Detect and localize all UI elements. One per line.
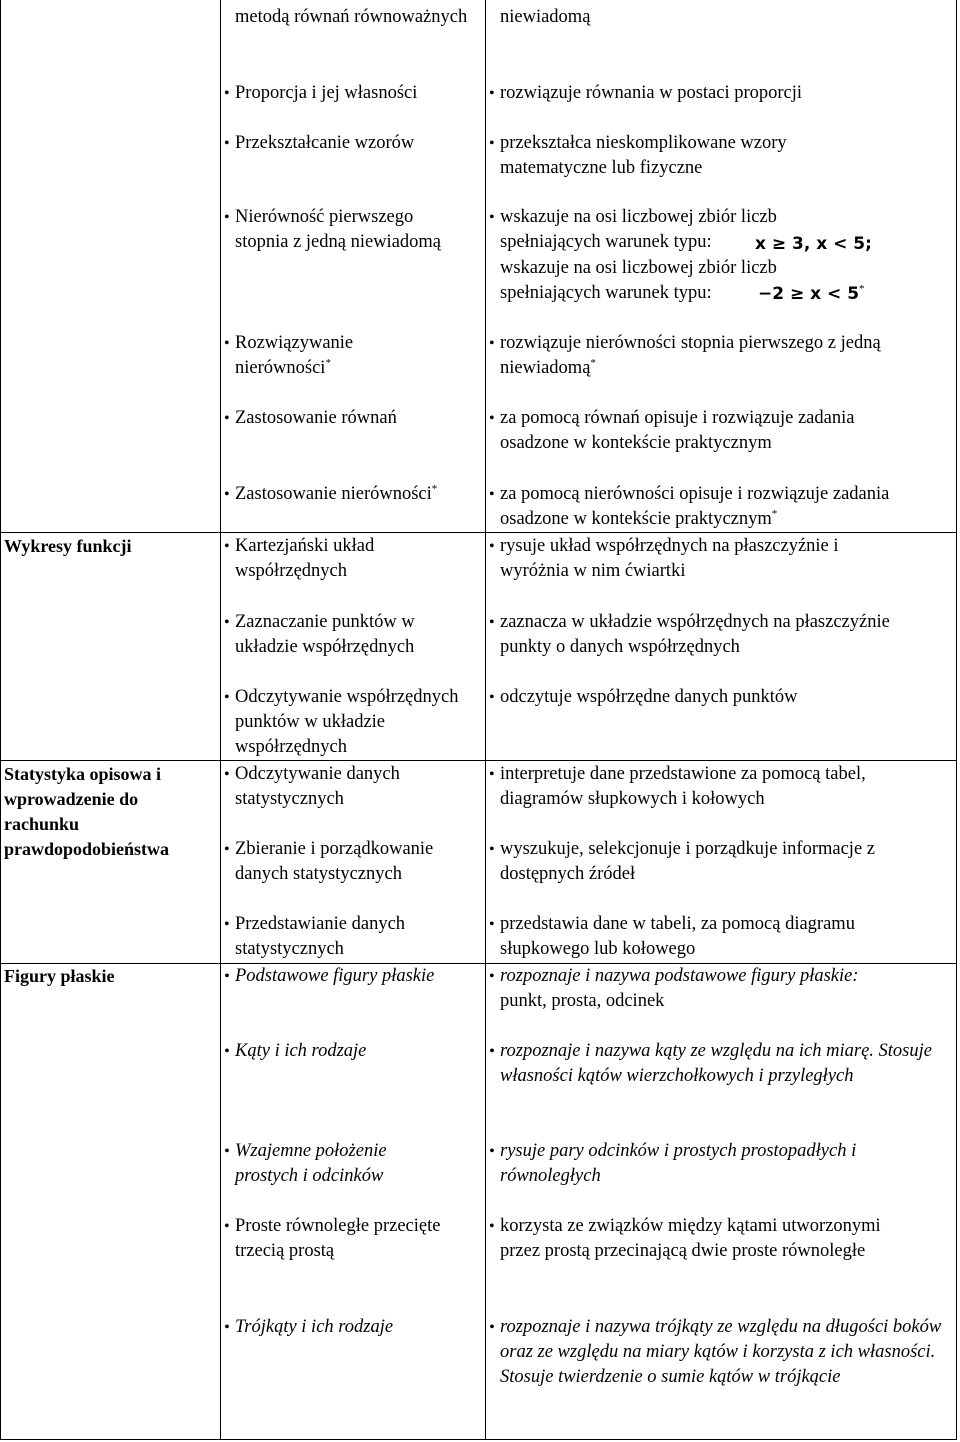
req-wyszukuje-informacje: • wyszukuje, selekcjonuje i porządkuje informacje z dostępnych źródeł bbox=[489, 839, 875, 884]
topic-zastosowanie-nierownosci: • Zastosowanie nierówności* bbox=[222, 482, 484, 507]
req-wzory: • przekształca nieskomplikowane wzory matematyczne lub fizyczne bbox=[489, 133, 787, 178]
topic-zaznaczanie-punktow: • Zaznaczanie punktów w układzie współrzędnych bbox=[224, 612, 415, 657]
bullet-marker: • bbox=[224, 841, 230, 858]
topic-kartezjanski-uklad: • Kartezjański układ współrzędnych bbox=[224, 536, 375, 581]
bullet-marker: • bbox=[489, 841, 495, 858]
topic-proste-rownolegle: • Proste równoległe przecięte trzecią prostą bbox=[224, 1216, 441, 1261]
bullet-marker: • bbox=[489, 1043, 495, 1060]
topic-podstawowe-figury: • Podstawowe figury płaskie bbox=[222, 964, 484, 989]
bullet-marker: • bbox=[489, 538, 495, 555]
category-statystyka: Statystyka opisowa i wprowadzenie do rachunku prawdopodobieństwa bbox=[4, 764, 170, 859]
req-os-liczbowa-2: wskazuje na osi liczbowej zbiór liczb spełniających warunek typu: bbox=[500, 258, 777, 303]
asterisk-note: * bbox=[859, 282, 865, 295]
bullet-marker: • bbox=[224, 1319, 230, 1336]
bullet-marker: • bbox=[224, 614, 230, 631]
bullet-marker: • bbox=[224, 968, 230, 985]
bullet-marker: • bbox=[489, 486, 495, 503]
req-os-liczbowa-1: • wskazuje na osi liczbowej zbiór liczb spełniających warunek typu: bbox=[489, 207, 777, 252]
req-uklad-wspolrzednych: • rysuje układ współrzędnych na płaszczyźnie i wyróżnia w nim ćwiartki bbox=[489, 536, 839, 581]
bullet-marker: • bbox=[224, 135, 230, 152]
bullet-marker: • bbox=[489, 410, 495, 427]
category-wykresy-funkcji: Wykresy funkcji bbox=[4, 536, 132, 556]
bullet-marker: • bbox=[224, 916, 230, 933]
column-divider-1 bbox=[220, 0, 221, 1440]
asterisk-note: * bbox=[431, 482, 438, 495]
topic-katy: • Kąty i ich rodzaje bbox=[222, 1039, 484, 1064]
asterisk-note: * bbox=[590, 356, 596, 369]
topic-przeksztalcanie-wzorow: • Przekształcanie wzorów bbox=[222, 131, 484, 156]
topic-trojkaty: • Trójkąty i ich rodzaje bbox=[222, 1315, 484, 1340]
bullet-marker: • bbox=[224, 689, 230, 706]
bullet-marker: • bbox=[489, 1319, 495, 1336]
table-border-left bbox=[0, 0, 1, 1440]
bullet-marker: • bbox=[224, 85, 230, 102]
bullet-marker: • bbox=[489, 1143, 495, 1160]
req-figury-plaskie: • rozpoznaje i nazywa podstawowe figury płaskie: punkt, prosta, odcinek bbox=[489, 966, 859, 1011]
topic-zbieranie-danych: • Zbieranie i porządkowanie danych statystycznych bbox=[224, 839, 434, 884]
topic-proporcja: • Proporcja i jej własności bbox=[222, 81, 484, 106]
bullet-marker: • bbox=[489, 766, 495, 783]
bullet-marker: • bbox=[489, 209, 495, 226]
req-math-inequality-2: −2 ≥ x < 5* bbox=[758, 282, 865, 304]
req-interpretuje-dane: • interpretuje dane przedstawione za pomocą tabel, diagramów słupkowych i kołowych bbox=[489, 764, 866, 809]
req-zwiazki-katow: • korzysta ze związków między kątami utworzonymi przez prostą przecinającą dwie proste równoległe bbox=[489, 1216, 881, 1261]
req-odczytuje-wspolrzedne: • odczytuje współrzędne danych punktów bbox=[487, 685, 953, 710]
topic-przedstawianie-danych: • Przedstawianie danych statystycznych bbox=[224, 914, 406, 959]
category-figury-plaskie: Figury płaskie bbox=[4, 966, 115, 986]
row-divider-statystyka bbox=[0, 760, 957, 761]
column-divider-2 bbox=[485, 0, 486, 1440]
req-nierownosci: • rozwiązuje nierówności stopnia pierwszego z jedną niewiadomą* bbox=[489, 333, 881, 378]
req-zastosowanie-rownan: • za pomocą równań opisuje i rozwiązuje zadania osadzone w kontekście praktycznym bbox=[489, 408, 855, 453]
bullet-marker: • bbox=[224, 335, 230, 352]
bullet-marker: • bbox=[224, 1043, 230, 1060]
bullet-marker: • bbox=[224, 486, 230, 503]
req-zaznacza-punkty: • zaznacza w układzie współrzędnych na płaszczyźnie punkty o danych współrzędnych bbox=[489, 612, 890, 657]
bullet-marker: • bbox=[489, 1218, 495, 1235]
bullet-marker: • bbox=[224, 410, 230, 427]
bullet-marker: • bbox=[489, 135, 495, 152]
topic-rozwiazywanie-nierownosci: • Rozwiązywanie nierówności* bbox=[224, 333, 354, 378]
bullet-marker: • bbox=[224, 1218, 230, 1235]
req-katy: • rozpoznaje i nazywa kąty ze względu na ich miarę. Stosuje własności kątów wierzchołkowych i przyległych bbox=[489, 1041, 932, 1086]
req-math-inequality-1: x ≥ 3, x < 5; bbox=[755, 234, 872, 254]
req-niewiadoma: niewiadomą bbox=[500, 7, 591, 27]
topic-nierownosc-pierwszego-stopnia: • Nierówność pierwszego stopnia z jedną niewiadomą bbox=[224, 207, 442, 252]
bullet-marker: • bbox=[489, 614, 495, 631]
topic-metoda-rownan: metodą równań równoważnych bbox=[235, 7, 468, 27]
bullet-marker: • bbox=[224, 1143, 230, 1160]
topic-zastosowanie-rownan: • Zastosowanie równań bbox=[222, 406, 484, 431]
row-divider-wykresy bbox=[0, 532, 957, 533]
asterisk-note: * bbox=[325, 356, 331, 369]
req-proporcje: • rozwiązuje równania w postaci proporcji bbox=[487, 81, 953, 106]
bullet-marker: • bbox=[224, 209, 230, 226]
req-zastosowanie-nierownosci: • za pomocą nierówności opisuje i rozwiązuje zadania osadzone w kontekście praktycznym* bbox=[489, 484, 890, 529]
bullet-marker: • bbox=[489, 85, 495, 102]
topic-wzajemne-polozenie: • Wzajemne położenie prostych i odcinków bbox=[224, 1141, 387, 1186]
bullet-marker: • bbox=[489, 968, 495, 985]
asterisk-note: * bbox=[771, 507, 778, 520]
bullet-marker: • bbox=[489, 916, 495, 933]
req-pary-odcinkow: • rysuje pary odcinków i prostych prostopadłych i równoległych bbox=[489, 1141, 857, 1186]
bullet-marker: • bbox=[489, 689, 495, 706]
bullet-marker: • bbox=[224, 538, 230, 555]
bullet-marker: • bbox=[224, 766, 230, 783]
req-trojkaty: • rozpoznaje i nazywa trójkąty ze względu na długości boków oraz ze względu na miary kątów i korzysta z ich własności. Stosuje twierdzenie o sumie kątów w trójkącie bbox=[489, 1317, 942, 1387]
topic-odczytywanie-wspolrzednych: • Odczytywanie współrzędnych punktów w układzie współrzędnych bbox=[224, 687, 459, 757]
bullet-marker: • bbox=[489, 335, 495, 352]
topic-odczytywanie-danych: • Odczytywanie danych statystycznych bbox=[224, 764, 400, 809]
req-przedstawia-dane: • przedstawia dane w tabeli, za pomocą diagramu słupkowego lub kołowego bbox=[489, 914, 855, 959]
